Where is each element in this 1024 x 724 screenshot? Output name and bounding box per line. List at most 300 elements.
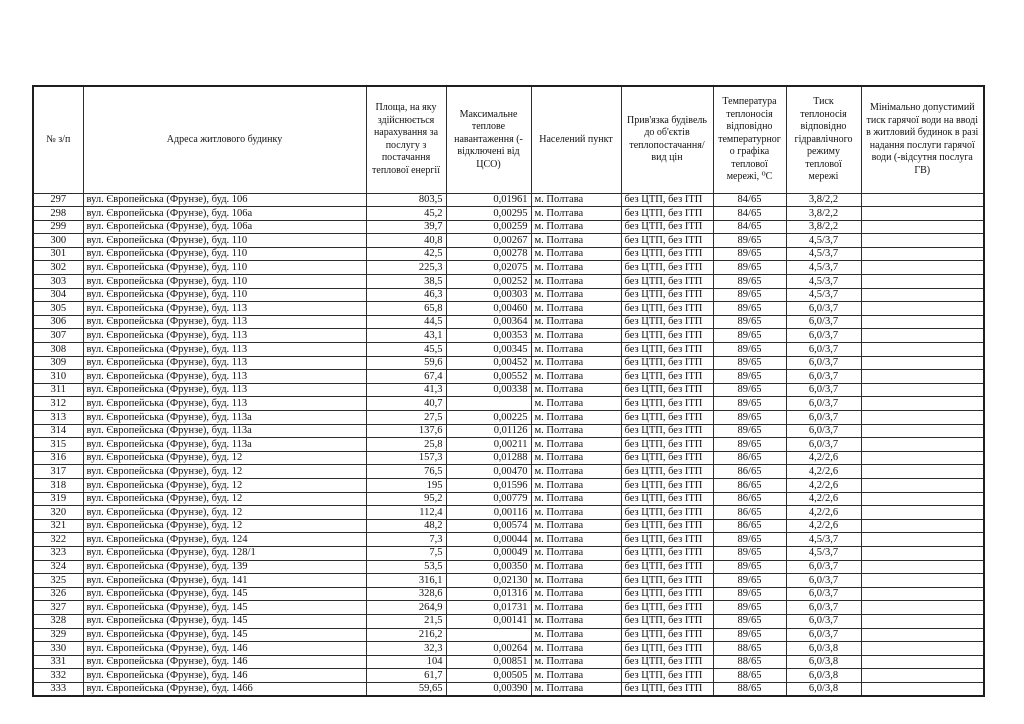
cell-row-number: 315 [33, 438, 83, 452]
cell-temperature: 89/65 [713, 601, 786, 615]
cell-area: 48,2 [366, 519, 446, 533]
cell-address: вул. Європейська (Фрунзе), буд. 110 [83, 234, 366, 248]
cell-area: 25,8 [366, 438, 446, 452]
table-row [33, 519, 984, 533]
header-min-water-pressure: Мінімально допустимий тиск гарячої води на вводі в житловий будинок в разі надання послуги гарячої води (-відсутня послуга ГВ) [861, 86, 984, 193]
cell-binding: без ЦТП, без ІТП [621, 234, 713, 248]
cell-binding: без ЦТП, без ІТП [621, 370, 713, 384]
header-temperature: Температура теплоносія відповідно температурного графіка теплової мережі, ⁰С [713, 86, 786, 193]
table-row [33, 275, 984, 289]
cell-pressure: 6,0/3,7 [786, 424, 861, 438]
table-row [33, 261, 984, 275]
cell-binding: без ЦТП, без ІТП [621, 574, 713, 588]
cell-temperature: 88/65 [713, 669, 786, 683]
cell-temperature: 89/65 [713, 370, 786, 384]
cell-settlement: м. Полтава [531, 560, 621, 574]
cell-row-number: 323 [33, 546, 83, 560]
cell-temperature: 89/65 [713, 560, 786, 574]
cell-min-water-pressure [861, 601, 984, 615]
cell-temperature: 84/65 [713, 207, 786, 221]
cell-row-number: 330 [33, 642, 83, 656]
cell-area: 32,3 [366, 642, 446, 656]
table-header [33, 86, 984, 193]
cell-row-number: 331 [33, 655, 83, 669]
cell-settlement: м. Полтава [531, 207, 621, 221]
cell-thermal-load: 0,02075 [446, 261, 531, 275]
cell-settlement: м. Полтава [531, 343, 621, 357]
cell-min-water-pressure [861, 451, 984, 465]
cell-address: вул. Європейська (Фрунзе), буд. 113 [83, 315, 366, 329]
cell-min-water-pressure [861, 465, 984, 479]
cell-thermal-load: 0,00267 [446, 234, 531, 248]
cell-settlement: м. Полтава [531, 302, 621, 316]
cell-temperature: 89/65 [713, 343, 786, 357]
cell-pressure: 6,0/3,8 [786, 669, 861, 683]
table-row [33, 193, 984, 207]
cell-binding: без ЦТП, без ІТП [621, 465, 713, 479]
cell-area: 40,7 [366, 397, 446, 411]
header-row [33, 86, 984, 193]
cell-temperature: 86/65 [713, 506, 786, 520]
cell-address: вул. Європейська (Фрунзе), буд. 1466 [83, 682, 366, 696]
table-row [33, 315, 984, 329]
cell-row-number: 326 [33, 587, 83, 601]
cell-thermal-load: 0,01731 [446, 601, 531, 615]
table-body [33, 193, 984, 696]
table-row [33, 601, 984, 615]
cell-row-number: 333 [33, 682, 83, 696]
cell-row-number: 314 [33, 424, 83, 438]
cell-pressure: 6,0/3,7 [786, 397, 861, 411]
cell-address: вул. Європейська (Фрунзе), буд. 113 [83, 370, 366, 384]
cell-area: 225,3 [366, 261, 446, 275]
cell-binding: без ЦТП, без ІТП [621, 383, 713, 397]
cell-pressure: 3,8/2,2 [786, 193, 861, 207]
table-row [33, 370, 984, 384]
cell-binding: без ЦТП, без ІТП [621, 655, 713, 669]
cell-thermal-load [446, 397, 531, 411]
cell-temperature: 88/65 [713, 642, 786, 656]
table-row [33, 343, 984, 357]
cell-binding: без ЦТП, без ІТП [621, 451, 713, 465]
cell-area: 42,5 [366, 247, 446, 261]
table-row [33, 465, 984, 479]
cell-min-water-pressure [861, 329, 984, 343]
cell-thermal-load: 0,00049 [446, 546, 531, 560]
cell-pressure: 4,2/2,6 [786, 519, 861, 533]
cell-binding: без ЦТП, без ІТП [621, 302, 713, 316]
cell-area: 216,2 [366, 628, 446, 642]
cell-address: вул. Європейська (Фрунзе), буд. 12 [83, 478, 366, 492]
cell-settlement: м. Полтава [531, 519, 621, 533]
cell-settlement: м. Полтава [531, 587, 621, 601]
cell-temperature: 89/65 [713, 275, 786, 289]
cell-binding: без ЦТП, без ІТП [621, 682, 713, 696]
cell-address: вул. Європейська (Фрунзе), буд. 146 [83, 669, 366, 683]
table-row [33, 438, 984, 452]
cell-pressure: 6,0/3,8 [786, 682, 861, 696]
cell-area: 803,5 [366, 193, 446, 207]
cell-area: 137,6 [366, 424, 446, 438]
cell-settlement: м. Полтава [531, 546, 621, 560]
cell-thermal-load: 0,00470 [446, 465, 531, 479]
cell-binding: без ЦТП, без ІТП [621, 207, 713, 221]
cell-min-water-pressure [861, 356, 984, 370]
cell-pressure: 4,5/3,7 [786, 533, 861, 547]
cell-settlement: м. Полтава [531, 356, 621, 370]
cell-min-water-pressure [861, 343, 984, 357]
cell-min-water-pressure [861, 546, 984, 560]
cell-address: вул. Європейська (Фрунзе), буд. 12 [83, 492, 366, 506]
cell-area: 53,5 [366, 560, 446, 574]
cell-pressure: 6,0/3,7 [786, 601, 861, 615]
cell-pressure: 6,0/3,8 [786, 642, 861, 656]
cell-temperature: 86/65 [713, 478, 786, 492]
cell-temperature: 89/65 [713, 587, 786, 601]
cell-address: вул. Європейська (Фрунзе), буд. 146 [83, 655, 366, 669]
cell-pressure: 6,0/3,7 [786, 383, 861, 397]
cell-thermal-load: 0,00278 [446, 247, 531, 261]
cell-thermal-load: 0,01961 [446, 193, 531, 207]
cell-min-water-pressure [861, 193, 984, 207]
cell-binding: без ЦТП, без ІТП [621, 411, 713, 425]
cell-binding: без ЦТП, без ІТП [621, 356, 713, 370]
table-row [33, 451, 984, 465]
cell-thermal-load [446, 628, 531, 642]
cell-pressure: 4,5/3,7 [786, 247, 861, 261]
cell-temperature: 89/65 [713, 397, 786, 411]
header-thermal-load: Максимальне теплове навантаження (-відключені від ЦСО) [446, 86, 531, 193]
cell-thermal-load: 0,00505 [446, 669, 531, 683]
cell-area: 21,5 [366, 614, 446, 628]
cell-pressure: 4,5/3,7 [786, 546, 861, 560]
cell-address: вул. Європейська (Фрунзе), буд. 113 [83, 302, 366, 316]
cell-settlement: м. Полтава [531, 261, 621, 275]
table-row [33, 587, 984, 601]
cell-binding: без ЦТП, без ІТП [621, 275, 713, 289]
cell-area: 264,9 [366, 601, 446, 615]
cell-temperature: 86/65 [713, 519, 786, 533]
cell-thermal-load: 0,00552 [446, 370, 531, 384]
cell-pressure: 6,0/3,7 [786, 302, 861, 316]
cell-min-water-pressure [861, 383, 984, 397]
cell-address: вул. Європейська (Фрунзе), буд. 110 [83, 288, 366, 302]
cell-address: вул. Європейська (Фрунзе), буд. 12 [83, 519, 366, 533]
cell-settlement: м. Полтава [531, 383, 621, 397]
table-row [33, 424, 984, 438]
cell-address: вул. Європейська (Фрунзе), буд. 113 [83, 343, 366, 357]
cell-temperature: 89/65 [713, 329, 786, 343]
cell-settlement: м. Полтава [531, 642, 621, 656]
cell-address: вул. Європейська (Фрунзе), буд. 145 [83, 587, 366, 601]
cell-row-number: 313 [33, 411, 83, 425]
cell-min-water-pressure [861, 438, 984, 452]
cell-settlement: м. Полтава [531, 506, 621, 520]
cell-settlement: м. Полтава [531, 275, 621, 289]
cell-settlement: м. Полтава [531, 533, 621, 547]
cell-row-number: 308 [33, 343, 83, 357]
cell-area: 43,1 [366, 329, 446, 343]
cell-temperature: 89/65 [713, 261, 786, 275]
cell-area: 7,3 [366, 533, 446, 547]
cell-pressure: 6,0/3,7 [786, 315, 861, 329]
table-row [33, 220, 984, 234]
cell-row-number: 322 [33, 533, 83, 547]
cell-min-water-pressure [861, 682, 984, 696]
cell-pressure: 6,0/3,7 [786, 356, 861, 370]
cell-area: 112,4 [366, 506, 446, 520]
cell-row-number: 319 [33, 492, 83, 506]
cell-pressure: 4,2/2,6 [786, 465, 861, 479]
cell-min-water-pressure [861, 397, 984, 411]
cell-thermal-load: 0,00259 [446, 220, 531, 234]
cell-area: 39,7 [366, 220, 446, 234]
cell-settlement: м. Полтава [531, 411, 621, 425]
cell-min-water-pressure [861, 370, 984, 384]
cell-area: 195 [366, 478, 446, 492]
cell-area: 61,7 [366, 669, 446, 683]
cell-temperature: 89/65 [713, 614, 786, 628]
table-row [33, 560, 984, 574]
cell-temperature: 89/65 [713, 533, 786, 547]
cell-settlement: м. Полтава [531, 492, 621, 506]
header-area: Площа, на яку здійснюється нарахування за послугу з постачання теплової енергії [366, 86, 446, 193]
cell-address: вул. Європейська (Фрунзе), буд. 110 [83, 261, 366, 275]
header-binding: Прив'язка будівель до об'єктів теплопостачання/ вид цін [621, 86, 713, 193]
cell-pressure: 4,2/2,6 [786, 506, 861, 520]
cell-settlement: м. Полтава [531, 574, 621, 588]
table-row [33, 669, 984, 683]
cell-temperature: 89/65 [713, 288, 786, 302]
cell-min-water-pressure [861, 519, 984, 533]
cell-row-number: 307 [33, 329, 83, 343]
cell-thermal-load: 0,00264 [446, 642, 531, 656]
cell-thermal-load: 0,00364 [446, 315, 531, 329]
cell-pressure: 4,5/3,7 [786, 275, 861, 289]
cell-binding: без ЦТП, без ІТП [621, 397, 713, 411]
cell-thermal-load: 0,01126 [446, 424, 531, 438]
cell-binding: без ЦТП, без ІТП [621, 343, 713, 357]
cell-row-number: 312 [33, 397, 83, 411]
cell-temperature: 89/65 [713, 574, 786, 588]
table-row [33, 329, 984, 343]
cell-settlement: м. Полтава [531, 315, 621, 329]
table-row [33, 302, 984, 316]
table-row [33, 356, 984, 370]
cell-row-number: 327 [33, 601, 83, 615]
cell-settlement: м. Полтава [531, 193, 621, 207]
cell-temperature: 89/65 [713, 315, 786, 329]
cell-address: вул. Європейська (Фрунзе), буд. 110 [83, 275, 366, 289]
cell-pressure: 4,2/2,6 [786, 492, 861, 506]
cell-settlement: м. Полтава [531, 655, 621, 669]
cell-temperature: 86/65 [713, 492, 786, 506]
cell-area: 95,2 [366, 492, 446, 506]
cell-binding: без ЦТП, без ІТП [621, 492, 713, 506]
cell-settlement: м. Полтава [531, 682, 621, 696]
cell-min-water-pressure [861, 302, 984, 316]
table-row [33, 574, 984, 588]
cell-pressure: 4,5/3,7 [786, 234, 861, 248]
table-row [33, 207, 984, 221]
cell-binding: без ЦТП, без ІТП [621, 220, 713, 234]
cell-binding: без ЦТП, без ІТП [621, 614, 713, 628]
cell-address: вул. Європейська (Фрунзе), буд. 128/1 [83, 546, 366, 560]
cell-address: вул. Європейська (Фрунзе), буд. 146 [83, 642, 366, 656]
cell-row-number: 320 [33, 506, 83, 520]
cell-temperature: 89/65 [713, 628, 786, 642]
cell-min-water-pressure [861, 655, 984, 669]
cell-area: 328,6 [366, 587, 446, 601]
cell-min-water-pressure [861, 506, 984, 520]
table-row [33, 642, 984, 656]
cell-row-number: 300 [33, 234, 83, 248]
cell-thermal-load: 0,00460 [446, 302, 531, 316]
cell-pressure: 6,0/3,7 [786, 574, 861, 588]
table-row [33, 506, 984, 520]
cell-binding: без ЦТП, без ІТП [621, 587, 713, 601]
cell-pressure: 4,5/3,7 [786, 288, 861, 302]
cell-temperature: 89/65 [713, 302, 786, 316]
cell-thermal-load: 0,00353 [446, 329, 531, 343]
cell-settlement: м. Полтава [531, 329, 621, 343]
cell-temperature: 89/65 [713, 247, 786, 261]
cell-address: вул. Європейська (Фрунзе), буд. 110 [83, 247, 366, 261]
cell-binding: без ЦТП, без ІТП [621, 329, 713, 343]
cell-settlement: м. Полтава [531, 370, 621, 384]
cell-thermal-load: 0,00141 [446, 614, 531, 628]
table-row [33, 628, 984, 642]
cell-settlement: м. Полтава [531, 438, 621, 452]
cell-address: вул. Європейська (Фрунзе), буд. 113а [83, 424, 366, 438]
cell-min-water-pressure [861, 424, 984, 438]
cell-settlement: м. Полтава [531, 601, 621, 615]
cell-row-number: 321 [33, 519, 83, 533]
table-row [33, 411, 984, 425]
cell-thermal-load: 0,00211 [446, 438, 531, 452]
cell-address: вул. Європейська (Фрунзе), буд. 106 [83, 193, 366, 207]
cell-min-water-pressure [861, 247, 984, 261]
cell-row-number: 299 [33, 220, 83, 234]
cell-area: 76,5 [366, 465, 446, 479]
cell-temperature: 84/65 [713, 220, 786, 234]
cell-address: вул. Європейська (Фрунзе), буд. 106а [83, 220, 366, 234]
cell-area: 316,1 [366, 574, 446, 588]
cell-settlement: м. Полтава [531, 451, 621, 465]
table-row [33, 682, 984, 696]
cell-address: вул. Європейська (Фрунзе), буд. 113 [83, 397, 366, 411]
cell-row-number: 318 [33, 478, 83, 492]
cell-min-water-pressure [861, 288, 984, 302]
cell-thermal-load: 0,01288 [446, 451, 531, 465]
cell-binding: без ЦТП, без ІТП [621, 506, 713, 520]
cell-area: 7,5 [366, 546, 446, 560]
cell-row-number: 304 [33, 288, 83, 302]
table-row [33, 288, 984, 302]
cell-area: 104 [366, 655, 446, 669]
cell-settlement: м. Полтава [531, 247, 621, 261]
cell-address: вул. Європейська (Фрунзе), буд. 145 [83, 614, 366, 628]
cell-min-water-pressure [861, 560, 984, 574]
cell-binding: без ЦТП, без ІТП [621, 478, 713, 492]
cell-address: вул. Європейська (Фрунзе), буд. 12 [83, 465, 366, 479]
cell-pressure: 6,0/3,7 [786, 560, 861, 574]
cell-min-water-pressure [861, 315, 984, 329]
cell-temperature: 89/65 [713, 424, 786, 438]
cell-row-number: 310 [33, 370, 83, 384]
cell-thermal-load: 0,00338 [446, 383, 531, 397]
cell-row-number: 328 [33, 614, 83, 628]
cell-area: 65,8 [366, 302, 446, 316]
cell-address: вул. Європейська (Фрунзе), буд. 124 [83, 533, 366, 547]
cell-row-number: 325 [33, 574, 83, 588]
cell-settlement: м. Полтава [531, 669, 621, 683]
cell-binding: без ЦТП, без ІТП [621, 519, 713, 533]
header-settlement: Населений пункт [531, 86, 621, 193]
cell-settlement: м. Полтава [531, 478, 621, 492]
cell-min-water-pressure [861, 220, 984, 234]
cell-min-water-pressure [861, 614, 984, 628]
cell-min-water-pressure [861, 669, 984, 683]
cell-settlement: м. Полтава [531, 220, 621, 234]
cell-address: вул. Європейська (Фрунзе), буд. 145 [83, 601, 366, 615]
cell-binding: без ЦТП, без ІТП [621, 288, 713, 302]
table-row [33, 234, 984, 248]
cell-area: 45,5 [366, 343, 446, 357]
cell-address: вул. Європейська (Фрунзе), буд. 113 [83, 356, 366, 370]
cell-min-water-pressure [861, 533, 984, 547]
header-row-number: № з/п [33, 86, 83, 193]
cell-settlement: м. Полтава [531, 424, 621, 438]
cell-area: 38,5 [366, 275, 446, 289]
cell-min-water-pressure [861, 574, 984, 588]
cell-min-water-pressure [861, 261, 984, 275]
table-row [33, 614, 984, 628]
cell-thermal-load: 0,00252 [446, 275, 531, 289]
cell-binding: без ЦТП, без ІТП [621, 560, 713, 574]
cell-address: вул. Європейська (Фрунзе), буд. 113 [83, 329, 366, 343]
cell-row-number: 305 [33, 302, 83, 316]
cell-pressure: 6,0/3,7 [786, 587, 861, 601]
cell-min-water-pressure [861, 275, 984, 289]
cell-binding: без ЦТП, без ІТП [621, 438, 713, 452]
cell-temperature: 88/65 [713, 655, 786, 669]
cell-thermal-load: 0,00452 [446, 356, 531, 370]
cell-pressure: 4,2/2,6 [786, 451, 861, 465]
cell-temperature: 89/65 [713, 546, 786, 560]
cell-row-number: 311 [33, 383, 83, 397]
table-row [33, 247, 984, 261]
cell-thermal-load: 0,00116 [446, 506, 531, 520]
cell-binding: без ЦТП, без ІТП [621, 315, 713, 329]
cell-address: вул. Європейська (Фрунзе), буд. 12 [83, 506, 366, 520]
cell-settlement: м. Полтава [531, 397, 621, 411]
cell-binding: без ЦТП, без ІТП [621, 546, 713, 560]
cell-min-water-pressure [861, 207, 984, 221]
cell-row-number: 306 [33, 315, 83, 329]
cell-binding: без ЦТП, без ІТП [621, 669, 713, 683]
cell-thermal-load: 0,00303 [446, 288, 531, 302]
cell-binding: без ЦТП, без ІТП [621, 601, 713, 615]
cell-temperature: 89/65 [713, 234, 786, 248]
cell-address: вул. Європейська (Фрунзе), буд. 12 [83, 451, 366, 465]
cell-thermal-load: 0,00225 [446, 411, 531, 425]
cell-area: 41,3 [366, 383, 446, 397]
cell-thermal-load: 0,00295 [446, 207, 531, 221]
cell-thermal-load: 0,00390 [446, 682, 531, 696]
table-row [33, 655, 984, 669]
cell-pressure: 6,0/3,7 [786, 329, 861, 343]
